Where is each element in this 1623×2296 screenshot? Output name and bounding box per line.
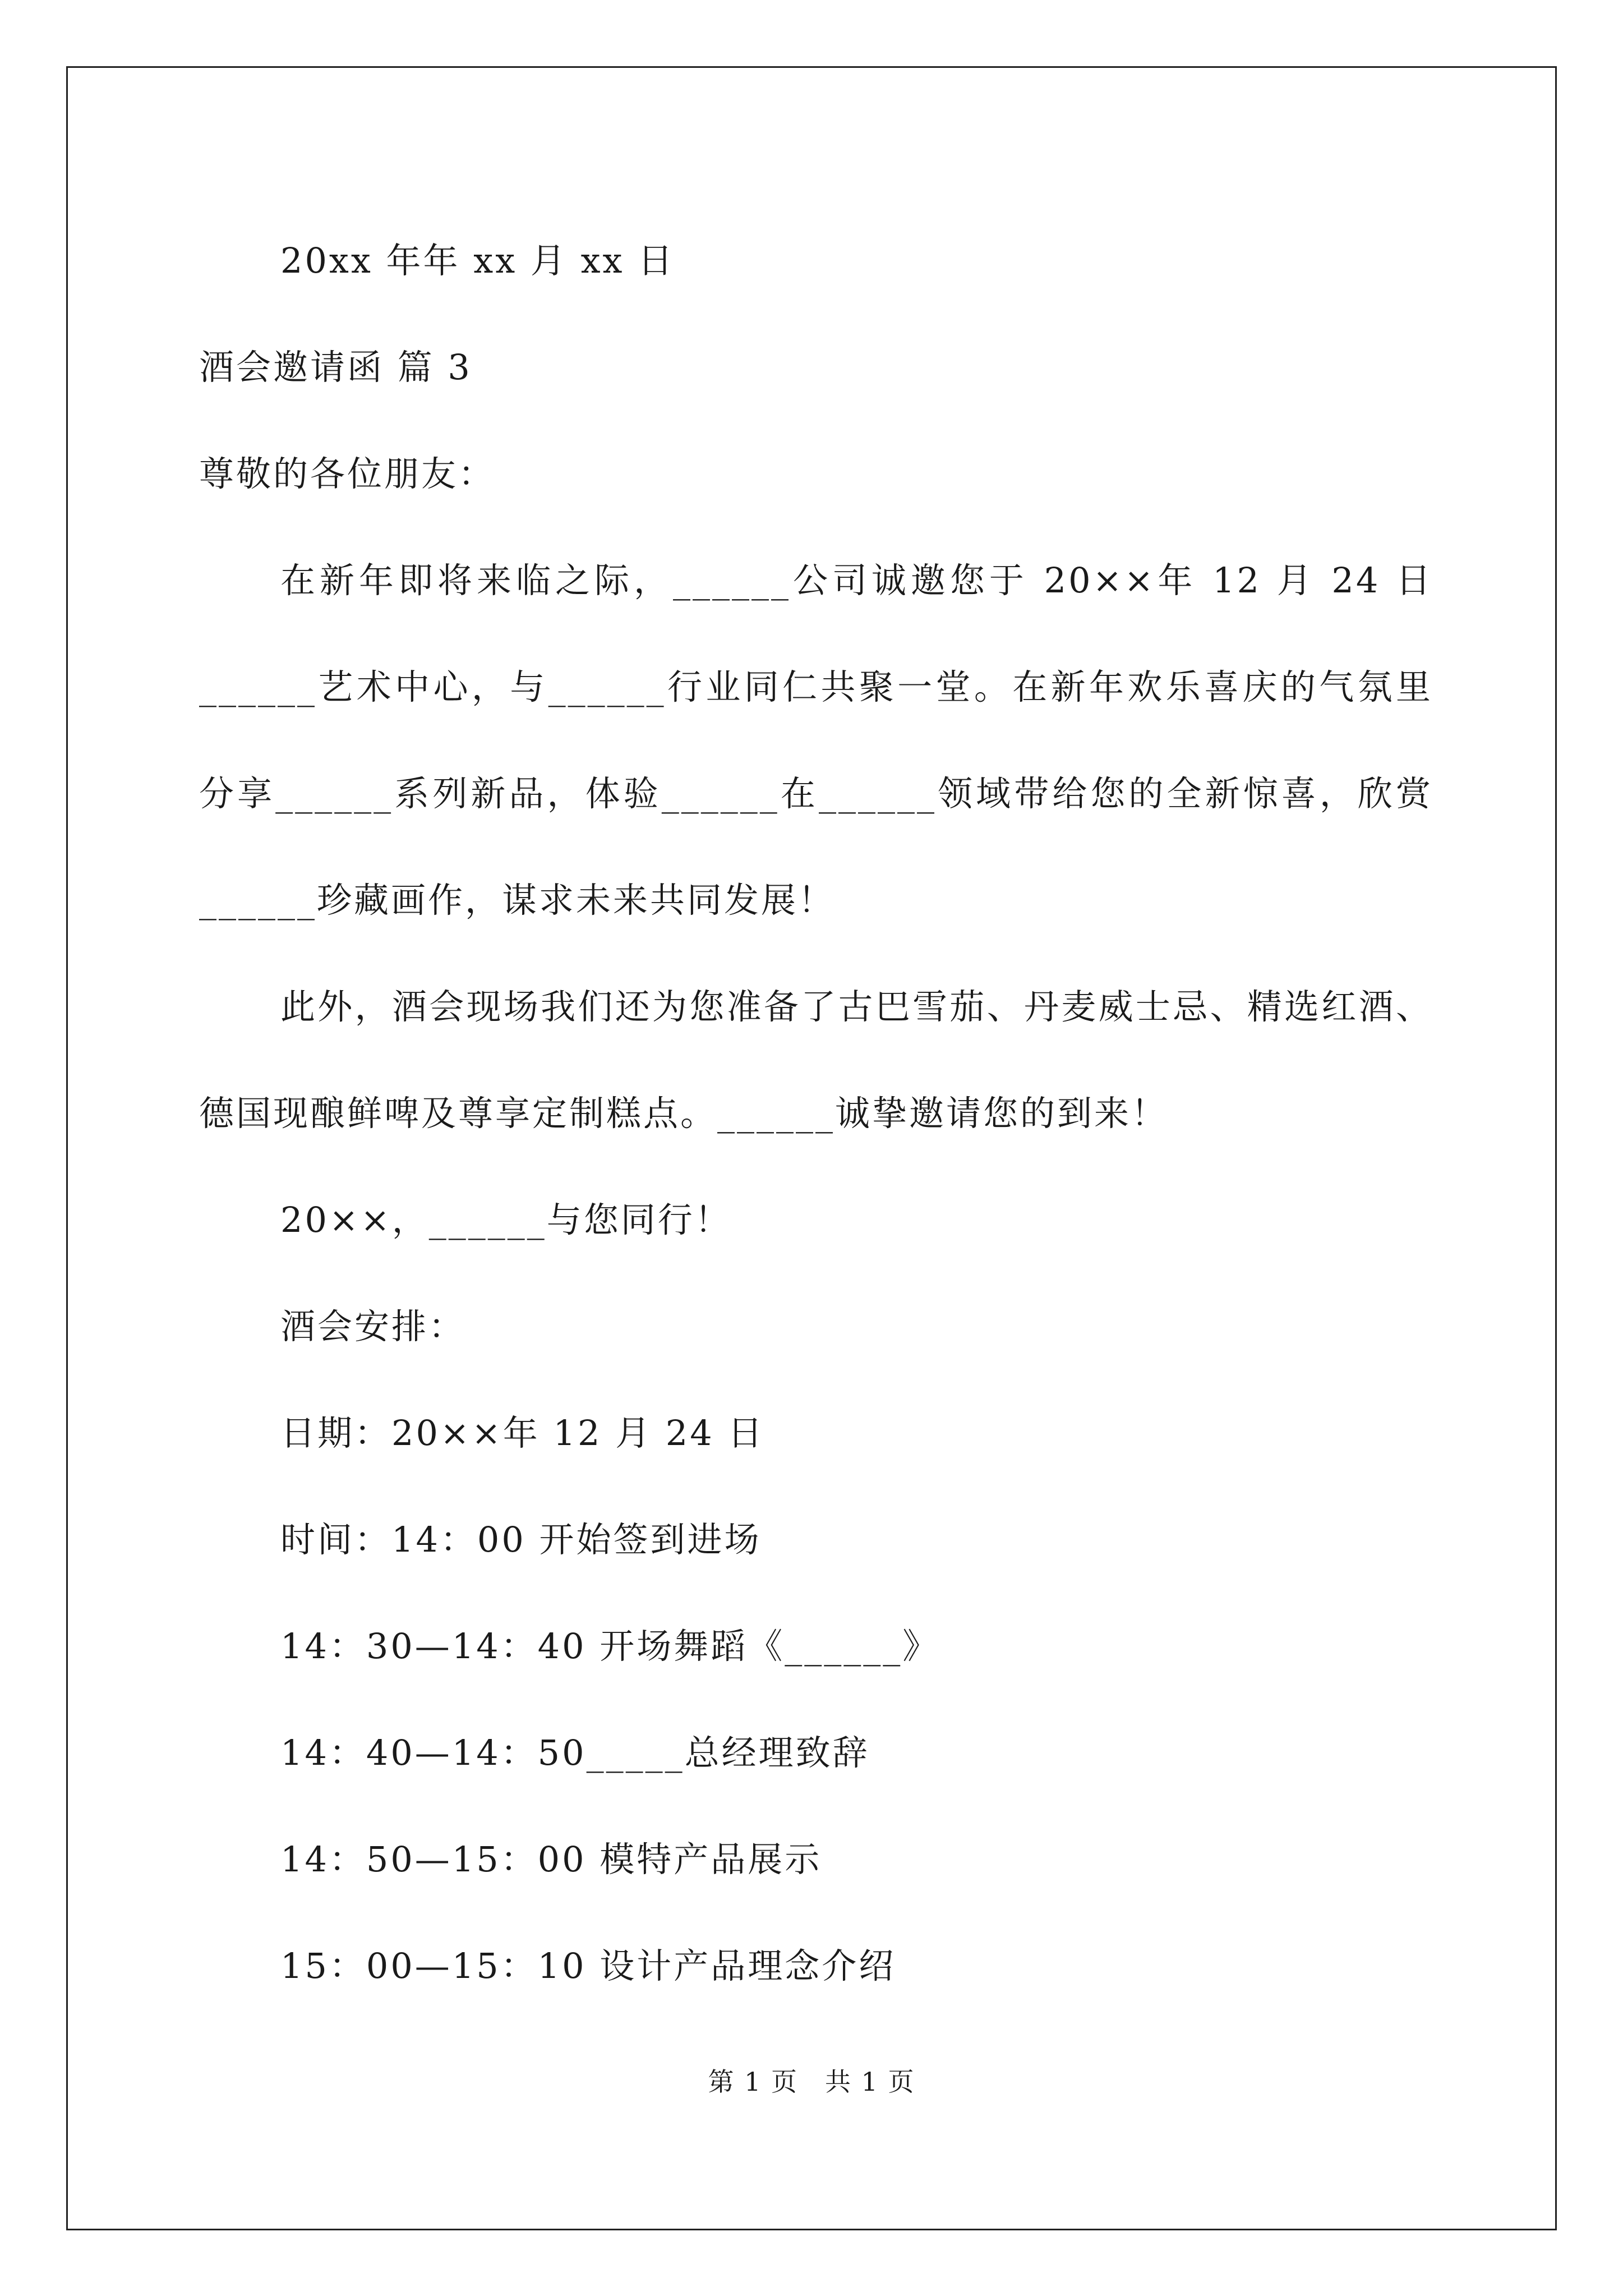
date-line: 20xx 年年 xx 月 xx 日: [280, 240, 675, 281]
schedule-item: 14：50—15：00 模特产品展示: [280, 1839, 822, 1880]
motto: 20××，______与您同行！: [280, 1199, 732, 1240]
schedule-heading: 酒会安排：: [280, 1306, 466, 1347]
schedule-item: 14：40—14：50_____总经理致辞: [280, 1732, 870, 1773]
paragraph-amenities: 此外，酒会现场我们还为您准备了古巴雪茄、丹麦威士忌、精选红酒、德国现酿鲜啤及尊享定制糕点。______诚挚邀请您的到来！: [199, 986, 1433, 1134]
page-footer: 第 1 页 共 1 页: [708, 2067, 915, 2097]
schedule-item: 日期：20××年 12 月 24 日: [280, 1412, 765, 1453]
schedule-item: 15：00—15：10 设计产品理念介绍: [280, 1945, 896, 1986]
salutation: 尊敬的各位朋友：: [199, 453, 496, 494]
paragraph-invitation: 在新年即将来临之际，______公司诚邀您于 20××年 12 月 24 日______艺术中心，与______行业同仁共聚一堂。在新年欢乐喜庆的气氛里分享______系列新品，体验______在______领域带给您的全新惊喜，欣赏______珍藏画作，谋求未来共同发展！: [199, 560, 1433, 921]
schedule-item: 时间：14：00 开始签到进场: [280, 1519, 762, 1560]
document-title: 酒会邀请函 篇 3: [199, 347, 472, 388]
document-body: [199, 208, 1433, 2019]
schedule-item: 14：30—14：40 开场舞蹈《______》: [280, 1626, 940, 1667]
